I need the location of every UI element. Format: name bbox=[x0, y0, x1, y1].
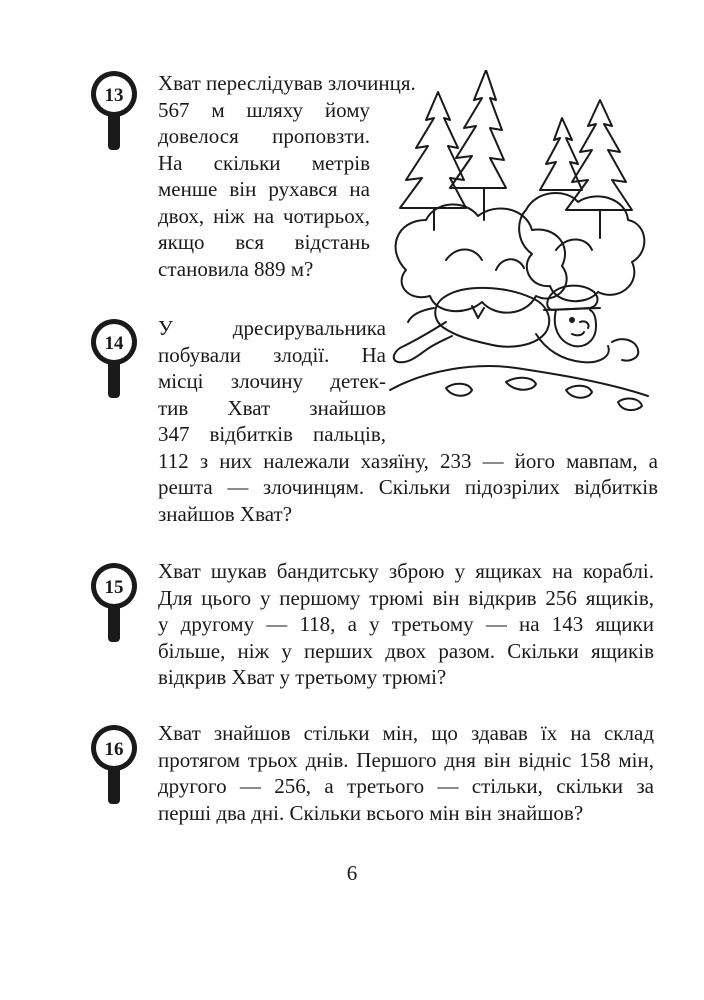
magnifier-badge-14 bbox=[88, 318, 140, 400]
magnifier-badge-13 bbox=[88, 70, 140, 152]
text-line: становила 889 м? bbox=[158, 256, 314, 281]
magnifier-icon bbox=[88, 724, 140, 806]
page-number: 6 bbox=[346, 861, 358, 885]
text-line: довелося проповзти. bbox=[158, 124, 370, 148]
problem-13-text bbox=[158, 70, 416, 282]
text-line: тив Хват знайшов bbox=[158, 395, 386, 420]
text-line: двох, ніж на чотирьох, bbox=[158, 203, 370, 228]
pine-tree bbox=[540, 118, 582, 190]
text-line: 112 з них належали хазяїну, 233 — його мавпам, а bbox=[158, 448, 658, 473]
text-line: Хват переслідував злочинця. bbox=[158, 71, 416, 95]
text-line: У дресирувальника bbox=[158, 316, 386, 340]
pine-tree bbox=[400, 92, 466, 208]
text-line: решта — злочинцям. Скільки підозрілих відбитків bbox=[158, 475, 658, 499]
text-line: місці злочину детек- bbox=[158, 369, 386, 393]
text-line: побували злодії. На bbox=[158, 342, 386, 367]
text-line: другого — 256, а третього — стільки, скільки за bbox=[158, 774, 654, 798]
text-line: якщо вся відстань bbox=[158, 230, 370, 254]
problem-number: 16 bbox=[104, 739, 124, 760]
text-line: Хват шукав бандитську зброю у ящиках на кораблі. bbox=[158, 559, 654, 583]
problem-14-text bbox=[158, 315, 658, 527]
problem-16-text bbox=[158, 720, 654, 826]
problem-15-text bbox=[158, 558, 654, 691]
magnifier-icon bbox=[88, 318, 140, 400]
text-line: Для цього у першому трюмі він відкрив 256 ящиків, bbox=[158, 585, 654, 610]
problem-number: 14 bbox=[104, 333, 124, 354]
text-line: більше, ніж у перших двох разом. Скільки ящиків bbox=[158, 638, 654, 663]
text-line: На скільки метрів bbox=[158, 150, 370, 175]
text-line: Хват знайшов стільки мін, що здавав їх на склад bbox=[158, 721, 654, 745]
magnifier-badge-15 bbox=[88, 562, 140, 644]
text-line: менше він рухався на bbox=[158, 177, 370, 201]
magnifier-badge-16 bbox=[88, 724, 140, 806]
magnifier-icon bbox=[88, 562, 140, 644]
text-line: знайшов Хват? bbox=[158, 501, 293, 526]
problem-number: 13 bbox=[104, 85, 124, 106]
text-line: у другому — 118, а у третьому — на 143 ящики bbox=[158, 612, 654, 636]
problem-number: 15 bbox=[104, 577, 124, 598]
text-line: перші два дні. Скільки всього мін він знайшов? bbox=[158, 800, 584, 825]
text-line: протягом трьох днів. Першого дня він відніс 158 мін, bbox=[158, 747, 654, 772]
text-line: 347 відбитків пальців, bbox=[158, 422, 386, 446]
text-line: 567 м шляху йому bbox=[158, 97, 370, 122]
pine-tree bbox=[566, 100, 632, 210]
text-line: відкрив Хват у третьому трюмі? bbox=[158, 665, 447, 689]
magnifier-icon bbox=[88, 70, 140, 152]
